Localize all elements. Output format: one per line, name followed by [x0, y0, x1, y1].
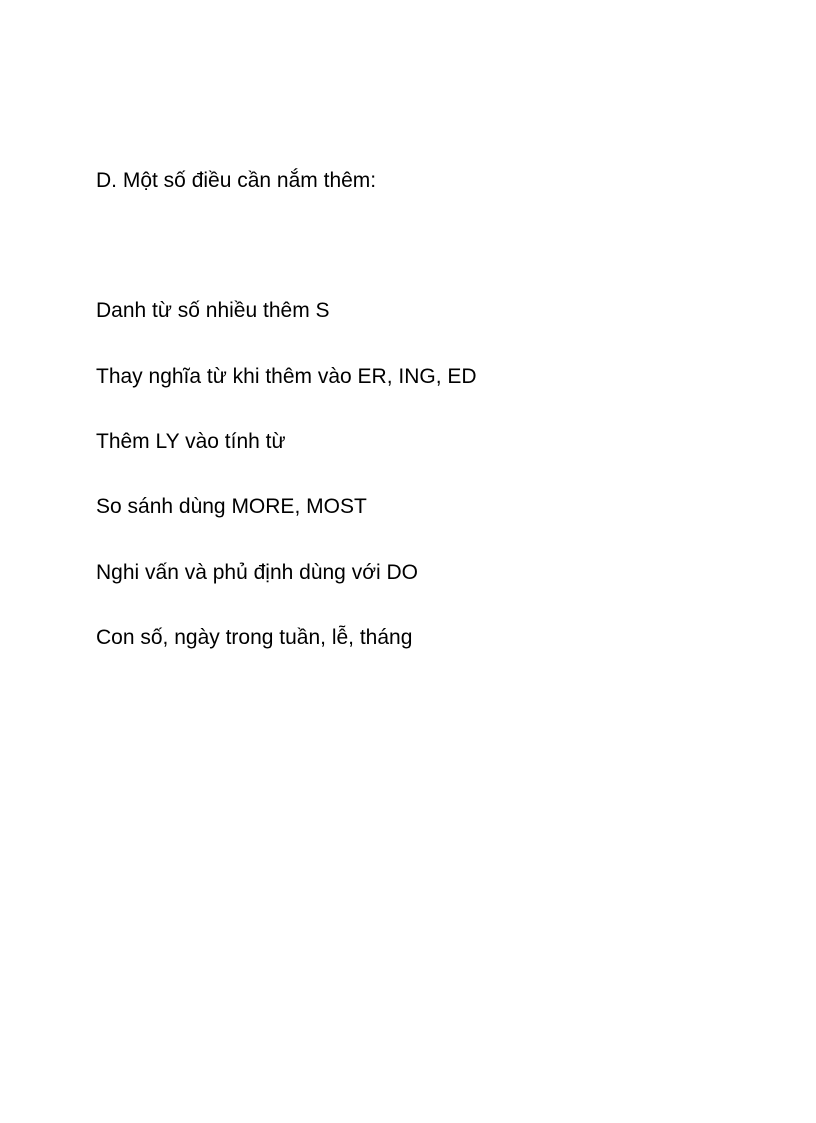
- note-item-comparison: So sánh dùng MORE, MOST: [96, 495, 367, 518]
- note-item-ly-adjective: Thêm LY vào tính từ: [96, 430, 286, 453]
- note-item-question-negation: Nghi vấn và phủ định dùng với DO: [96, 561, 418, 584]
- note-item-numbers-dates: Con số, ngày trong tuần, lễ, tháng: [96, 626, 413, 649]
- note-item-suffix-meaning: Thay nghĩa từ khi thêm vào ER, ING, ED: [96, 365, 477, 388]
- note-item-plural-nouns: Danh từ số nhiều thêm S: [96, 299, 330, 322]
- section-heading: D. Một số điều cần nắm thêm:: [96, 169, 377, 192]
